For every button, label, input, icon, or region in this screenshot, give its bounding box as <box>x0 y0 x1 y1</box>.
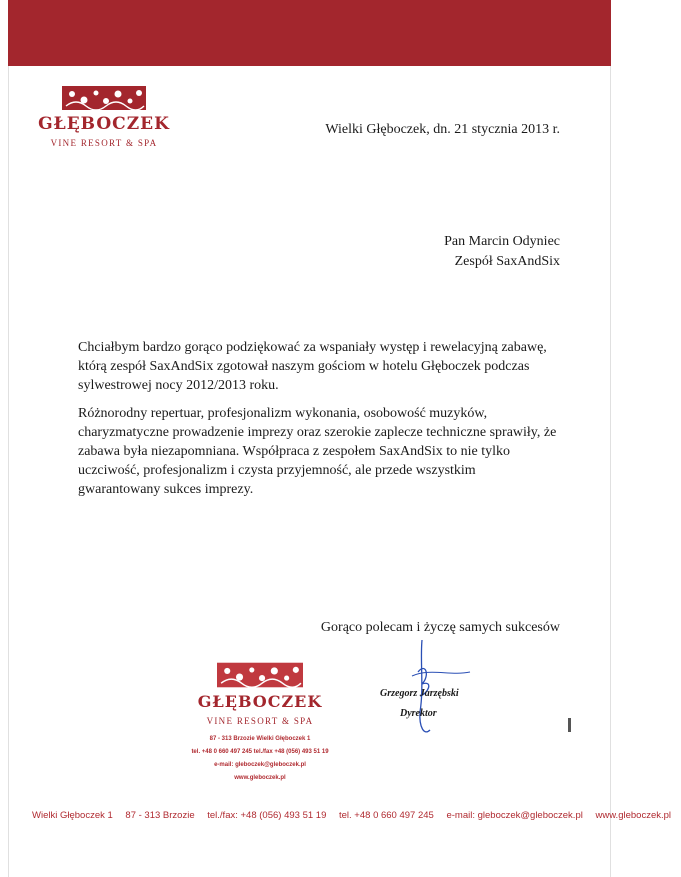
stamp-details <box>190 733 330 785</box>
letter-body <box>78 338 560 508</box>
header-color-band <box>8 0 611 66</box>
letterhead-footer <box>32 810 672 821</box>
footer-fax: tel./fax: +48 (056) 493 51 19 <box>207 810 327 821</box>
stamp-phones: tel. +48 0 660 497 245 tel./fax +48 (056) 493 51 19 <box>191 749 329 755</box>
signatory-title: Dyrektor <box>400 708 437 719</box>
footer-email: e-mail: gleboczek@gleboczek.pl <box>446 810 583 821</box>
recipient-organization: Zespół SaxAndSix <box>454 254 560 269</box>
stamp-address: 87 - 313 Brzozie Wielki Głęboczek 1 <box>209 736 311 742</box>
letter-date: Wielki Głęboczek, dn. 21 stycznia 2013 r. <box>325 122 560 137</box>
margin-mark <box>568 718 571 732</box>
letter-closing: Gorąco polecam i życzę samych sukcesów <box>320 620 560 635</box>
footer-web: www.gleboczek.pl <box>595 810 672 821</box>
brand-subtitle: VINE RESORT & SPA <box>50 138 158 148</box>
letterhead-logo <box>36 86 172 149</box>
signatory-name: Grzegorz Jarzębski <box>380 688 459 699</box>
floral-ornament-icon <box>217 662 303 688</box>
floral-ornament-icon <box>62 86 146 110</box>
footer-phone: tel. +48 0 660 497 245 <box>339 810 434 821</box>
stamp-brand-subtitle: VINE RESORT & SPA <box>206 716 314 726</box>
stamp-web: e-mail: gleboczek@gleboczek.pl www.gleboczek.pl <box>214 762 306 781</box>
footer-postal: 87 - 313 Brzozie <box>125 810 195 821</box>
brand-name: GŁĘBOCZEK <box>38 114 170 134</box>
recipient-block <box>360 232 560 272</box>
footer-address: Wielki Głęboczek 1 <box>32 810 113 821</box>
company-stamp <box>190 662 330 785</box>
handwritten-signature <box>390 632 510 742</box>
body-paragraph: Chciałbym bardzo gorąco podziękować za wspaniały występ i rewelacyjną zabawę, którą zespół SaxAndSix zgotował naszym gościom w hotelu Głęboczek podczas sylwestrowej nocy 2012/2013 roku. <box>78 340 547 393</box>
body-paragraph: Różnorodny repertuar, profesjonalizm wykonania, osobowość muzyków, charyzmatyczne prowadzenie imprezy oraz szerokie zaplecze techniczne sprawiły, że zabawa była niezapomniana. Współpraca z zespołem SaxAndSix to nie tylko uczciwość, profesjonalizm i czysta przyjemność, ale przede wszystkim gwarantowany sukces imprezy. <box>78 406 557 497</box>
recipient-name: Pan Marcin Odyniec <box>444 234 560 249</box>
stamp-brand-name: GŁĘBOCZEK <box>197 692 323 711</box>
